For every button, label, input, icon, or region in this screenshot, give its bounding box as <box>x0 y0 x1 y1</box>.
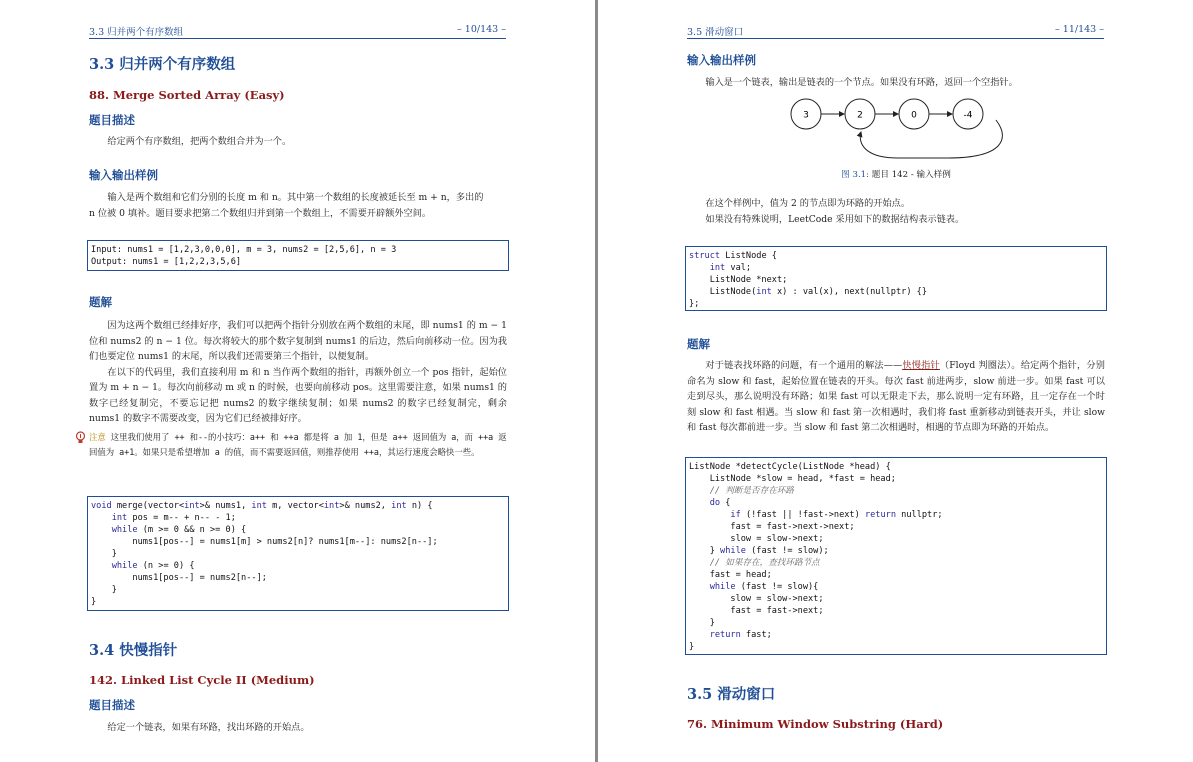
code-line: if (!fast || !fast->next) return nullptr; <box>730 510 943 520</box>
solution-heading: 题解 <box>687 337 710 351</box>
list-node-label: 0 <box>911 110 917 121</box>
code-line: // 判断是否存在环路 <box>709 486 794 496</box>
io-code-block: Input: nums1 = [1,2,3,0,0,0], m = 3, nums2 = [2,5,6], n = 3 Output: nums1 = [1,2,2,3,5,6] <box>87 240 509 271</box>
code-line: struct ListNode { <box>689 251 777 261</box>
problem-title: 76. Minimum Window Substring (Hard) <box>687 717 944 731</box>
note-block <box>89 430 507 460</box>
code-line: while (fast != slow){ <box>709 582 819 592</box>
problem-title: 88. Merge Sorted Array (Easy) <box>89 88 285 102</box>
header-section: 3.5 滑动窗口 <box>687 27 744 38</box>
solution-heading: 题解 <box>89 295 112 309</box>
code-line: fast = fast->next->next; <box>689 522 855 532</box>
io-heading: 输入输出样例 <box>687 53 756 67</box>
io-heading: 输入输出样例 <box>89 168 158 182</box>
section-title: 3.5 滑动窗口 <box>687 686 776 703</box>
solution-text: 对于链表找环路的问题，有一个通用的解法——快慢指针（Floyd 判圈法）。给定两个指针，分别命名为 slow 和 fast，起始位置在链表的开头。每次 fast 前进两步，slow 前进一步。如果 fast 可以走到尽头，那么说明没有环路；如果 fast 可以无限走下去，那么说明一定有环路，且一定存在一个时刻 slow 和 fast 相遇。当 slow 和 fast 第一次相遇时，我们将 fast 重新移动到链表开头，并让 slow 和 fast 每次都前进一步。当 slow 和 fast 第二次相遇时，相遇的节点即为环路的开始点。 <box>687 360 1105 433</box>
code-line: ListNode *next; <box>689 275 788 285</box>
bulb-icon <box>75 430 86 444</box>
code-line: ListNode *detectCycle(ListNode *head) { <box>689 462 891 472</box>
page-11 <box>598 0 1193 762</box>
code-line: } <box>689 642 695 652</box>
after-figure-text: 在这个样例中，值为 2 的节点即为环路的开始点。 如果没有特殊说明，LeetCode 采用如下的数据结构表示链表。 <box>705 198 965 225</box>
section2-title: 3.4 快慢指针 <box>89 642 178 659</box>
header-page-number: – 10/143 – <box>457 24 506 35</box>
code-line: nums1[pos--] = nums2[n--]; <box>91 573 267 583</box>
list-node-label: 3 <box>803 110 809 121</box>
page-10 <box>0 0 595 762</box>
code-line: } <box>91 597 97 607</box>
code-line: do { <box>709 498 731 508</box>
header-section: 3.3 归并两个有序数组 <box>89 27 184 38</box>
code-line: } <box>91 549 117 559</box>
io-text: 输入是两个数组和它们分别的长度 m 和 n。其中第一个数组的长度被延长至 m + n，多出的 n 位被 0 填补。题目要求把第二个数组归并到第一个数组上，不需要开辟额外空间。 <box>89 192 484 219</box>
linked-list-figure <box>778 94 1018 170</box>
code-line: int pos = m-- + n-- - 1; <box>111 513 236 523</box>
code-line: slow = slow->next; <box>689 594 824 604</box>
code-line: ListNode(int x) : val(x), next(nullptr) {} <box>689 287 928 297</box>
solution-text: 因为这两个数组已经排好序，我们可以把两个指针分别放在两个数组的末尾，即 nums1 的 m − 1 位和 nums2 的 n − 1 位。每次将较大的那个数字复制到 nums1 的后边，然后向前移动一位。因为我们也要定位 nums1 的末尾，所以我们还需要第三个指针，以便复制。 在以下的代码里，我们直接利用 m 和 n 当作两个数组的指针，再额外创立一个 pos 指针，起始位置为 m + n − 1。每次向前移动 m 或 n 的时候，也要向前移动 pos。这里需要注意，如果 nums1 的数字已经复制完，不要忘记把 nums2 的数字继续复制；如果 nums2 的数字已经复制完，剩余 nums1 的数字不需要改变，因为它们已经被排好序。 <box>89 320 507 424</box>
code-line: return fast; <box>709 630 772 640</box>
code-line: while (m >= 0 && n >= 0) { <box>111 525 247 535</box>
code-line: int val; <box>709 263 752 273</box>
desc-text: 给定两个有序数组，把两个数组合并为一个。 <box>107 136 292 147</box>
figure-label: 图 3.1: <box>841 170 870 180</box>
section-title: 3.3 归并两个有序数组 <box>89 56 236 73</box>
struct-code-block <box>685 246 1107 311</box>
code-line: ListNode *slow = head, *fast = head; <box>689 474 896 484</box>
io-text: 输入是一个链表，输出是链表的一个节点。如果没有环路，返回一个空指针。 <box>705 77 1018 88</box>
detect-code-block <box>685 457 1107 655</box>
code-line: while (n >= 0) { <box>111 561 195 571</box>
desc2-text: 给定一个链表，如果有环路，找出环路的开始点。 <box>107 722 310 733</box>
code-line: void merge(vector<int>& nums1, int m, vector<int>& nums2, int n) { <box>91 501 433 511</box>
page-header <box>687 24 1104 39</box>
code-line: } while (fast != slow); <box>689 546 829 556</box>
code-line: // 如果存在，查找环路节点 <box>709 558 820 568</box>
desc2-heading: 题目描述 <box>89 698 135 712</box>
note-tag: 注意 <box>89 432 106 442</box>
note-text: 这里我们使用了 ++ 和--的小技巧：a++ 和 ++a 都是将 a 加 1，但是 a++ 返回值为 a，而 ++a 返回值为 a+1。如果只是希望增加 a 的值，而不需要返回值，则推荐使用 ++a，其运行速度会略快一些。 <box>89 432 507 457</box>
code-line: }; <box>689 299 700 309</box>
header-page-number: – 11/143 – <box>1055 24 1104 35</box>
code-line: fast = fast->next; <box>689 606 824 616</box>
code-line: } <box>91 585 117 595</box>
figure-caption <box>687 168 1105 180</box>
code-line: nums1[pos--] = nums1[m] > nums2[n]? nums1[m--]: nums2[n--]; <box>91 537 438 547</box>
code-line: fast = head; <box>689 570 772 580</box>
code-line: slow = slow->next; <box>689 534 824 544</box>
problem2-title: 142. Linked List Cycle II (Medium) <box>89 673 315 687</box>
cycle-arrow <box>860 120 1002 158</box>
page-header <box>89 24 506 39</box>
code-line: } <box>689 618 715 628</box>
figure-caption-text: 题目 142 - 输入样例 <box>869 170 951 180</box>
floyd-link[interactable]: 快慢指针 <box>902 360 940 371</box>
desc-heading: 题目描述 <box>89 113 135 127</box>
list-node-label: 2 <box>857 110 863 121</box>
merge-code-block <box>87 496 509 611</box>
list-node-label: -4 <box>963 110 973 121</box>
